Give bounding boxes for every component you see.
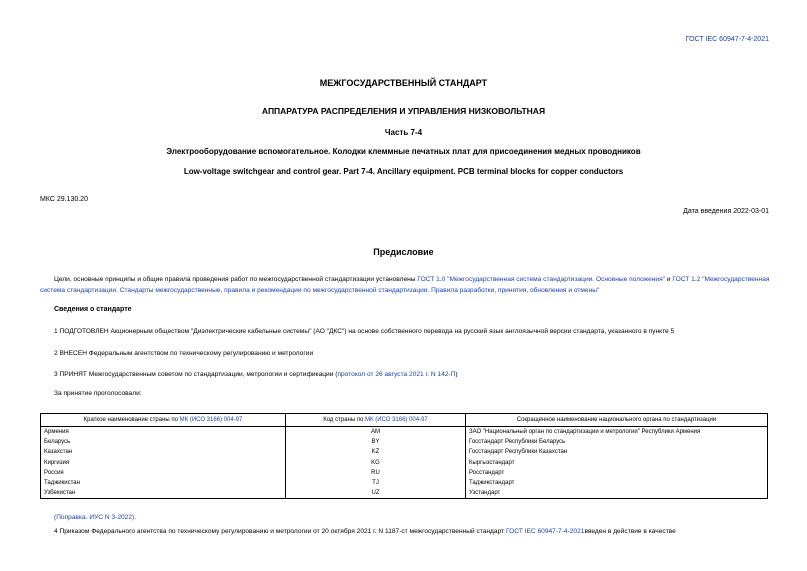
country-code: AM xyxy=(286,427,466,438)
header-country-name: Краткое наименование страны по МК (ИСО 3166) 004-97 xyxy=(41,414,286,427)
standard-type-heading: МЕЖГОСУДАРСТВЕННЫЙ СТАНДАРТ xyxy=(319,78,488,88)
item-prepared: 1 ПОДГОТОВЛЕН Акционерным обществом "Диэлектрические кабельные системы" (АО "ДКС") на основе собственного перевода на русский язык англоязычной версии стандарта, указанного в пункте 5 xyxy=(54,328,675,335)
country-name: Беларусь xyxy=(41,437,286,447)
gost-iec-link[interactable]: ГОСТ IEC 60947-7-4-2021 xyxy=(505,528,585,535)
protocol-link[interactable]: протокол от 26 августа 2021 г. N 142-П xyxy=(337,371,456,378)
country-name: Казахстан xyxy=(41,447,286,457)
national-body: ЗАО "Национальный орган по стандартизации и метрологии" Республики Армения xyxy=(466,427,768,438)
table-row xyxy=(41,427,768,438)
table-row xyxy=(41,478,768,488)
main-title: АППАРАТУРА РАСПРЕДЕЛЕНИЯ И УПРАВЛЕНИЯ НИЗКОВОЛЬТНАЯ xyxy=(261,106,546,116)
national-body: Госстандарт Республики Беларусь xyxy=(466,437,768,447)
table-row xyxy=(41,458,768,468)
header-national-body: Сокращенное наименование национального органа по стандартизации xyxy=(466,414,768,427)
national-body: Росстандарт xyxy=(466,468,768,478)
table-row xyxy=(41,437,768,447)
table-row xyxy=(41,488,768,499)
country-code: KZ xyxy=(286,447,466,457)
subtitle-english: Low-voltage switchgear and control gear. Part 7-4. Ancillary equipment. PCB terminal blocks for copper conductors xyxy=(183,167,624,176)
national-body: Госстандарт Республики Казахстан xyxy=(466,447,768,457)
item-submitted: 2 ВНЕСЕН Федеральным агентством по техническому регулированию и метрологии xyxy=(54,350,314,357)
country-name: Узбекистан xyxy=(41,488,286,499)
mk-iso-link[interactable]: МК (ИСО 3166) 004-97 xyxy=(365,417,428,423)
national-body: Узстандарт xyxy=(466,488,768,499)
introduction-date: Дата введения 2022-03-01 xyxy=(683,208,769,215)
national-body: Кыргызстандарт xyxy=(466,458,768,468)
country-code: KG xyxy=(286,458,466,468)
vote-label: За принятие проголосовали: xyxy=(54,390,142,397)
subtitle-russian: Электрооборудование вспомогательное. Колодки клеммные печатных плат для присоединения медных проводников xyxy=(166,147,641,156)
item-order-tail: введен в действие в качестве xyxy=(584,528,676,535)
country-name: Киргизия xyxy=(41,458,286,468)
table-row xyxy=(41,468,768,478)
item-order xyxy=(40,526,770,537)
country-name: Россия xyxy=(41,468,286,478)
part-number: Часть 7-4 xyxy=(384,128,423,137)
country-code: UZ xyxy=(286,488,466,499)
gost-1-2-link[interactable]: ГОСТ 1.2 "Межгосударственная система стандартизации. Стандарты межгосударственные, правила и рекомендации по межгосударственной стандартизации. Правила разработки, принятия, обновления и отмены" xyxy=(40,276,770,294)
table-row xyxy=(41,447,768,457)
country-code: BY xyxy=(286,437,466,447)
preface-text: Цели, основные принципы и общие правила проведения работ по межгосударственной стандартизации установлены xyxy=(54,276,418,283)
item-adopted-close: ) xyxy=(455,371,458,378)
item-adopted xyxy=(54,371,458,378)
item-adopted-text: 3 ПРИНЯТ Межгосударственным советом по стандартизации, метрологии и сертификации ( xyxy=(54,371,338,378)
voting-states-table xyxy=(40,413,768,499)
item-order-text: 4 Приказом Федерального агентства по техническому регулированию и метрологии от 20 октября 2021 г. N 1187-ст межгосударственный стандарт xyxy=(54,528,506,535)
preface-heading: Предисловие xyxy=(373,247,434,257)
document-code-link[interactable]: ГОСТ IEC 60947-7-4-2021 xyxy=(685,36,769,43)
country-code: RU xyxy=(286,468,466,478)
amendment-link[interactable]: (Поправка. ИУС N 3-2022). xyxy=(54,514,137,521)
mk-iso-link[interactable]: МК (ИСО 3166) 004-97 xyxy=(179,417,243,423)
preface-conjunction: и xyxy=(665,276,673,283)
country-code: TJ xyxy=(286,478,466,488)
gost-1-0-link[interactable]: ГОСТ 1.0 "Межгосударственная система стандартизации. Основные положения" xyxy=(417,276,666,283)
preface-paragraph xyxy=(40,274,770,296)
header-country-code: Код страны по МК (ИСО 3166) 004-97 xyxy=(286,414,466,427)
national-body: Таджикстандарт xyxy=(466,478,768,488)
standard-info-heading: Сведения о стандарте xyxy=(54,306,132,313)
mks-code: МКС 29.130.20 xyxy=(40,196,88,203)
table-header-row xyxy=(41,414,768,427)
country-name: Армения xyxy=(41,427,286,438)
country-name: Таджикистан xyxy=(41,478,286,488)
